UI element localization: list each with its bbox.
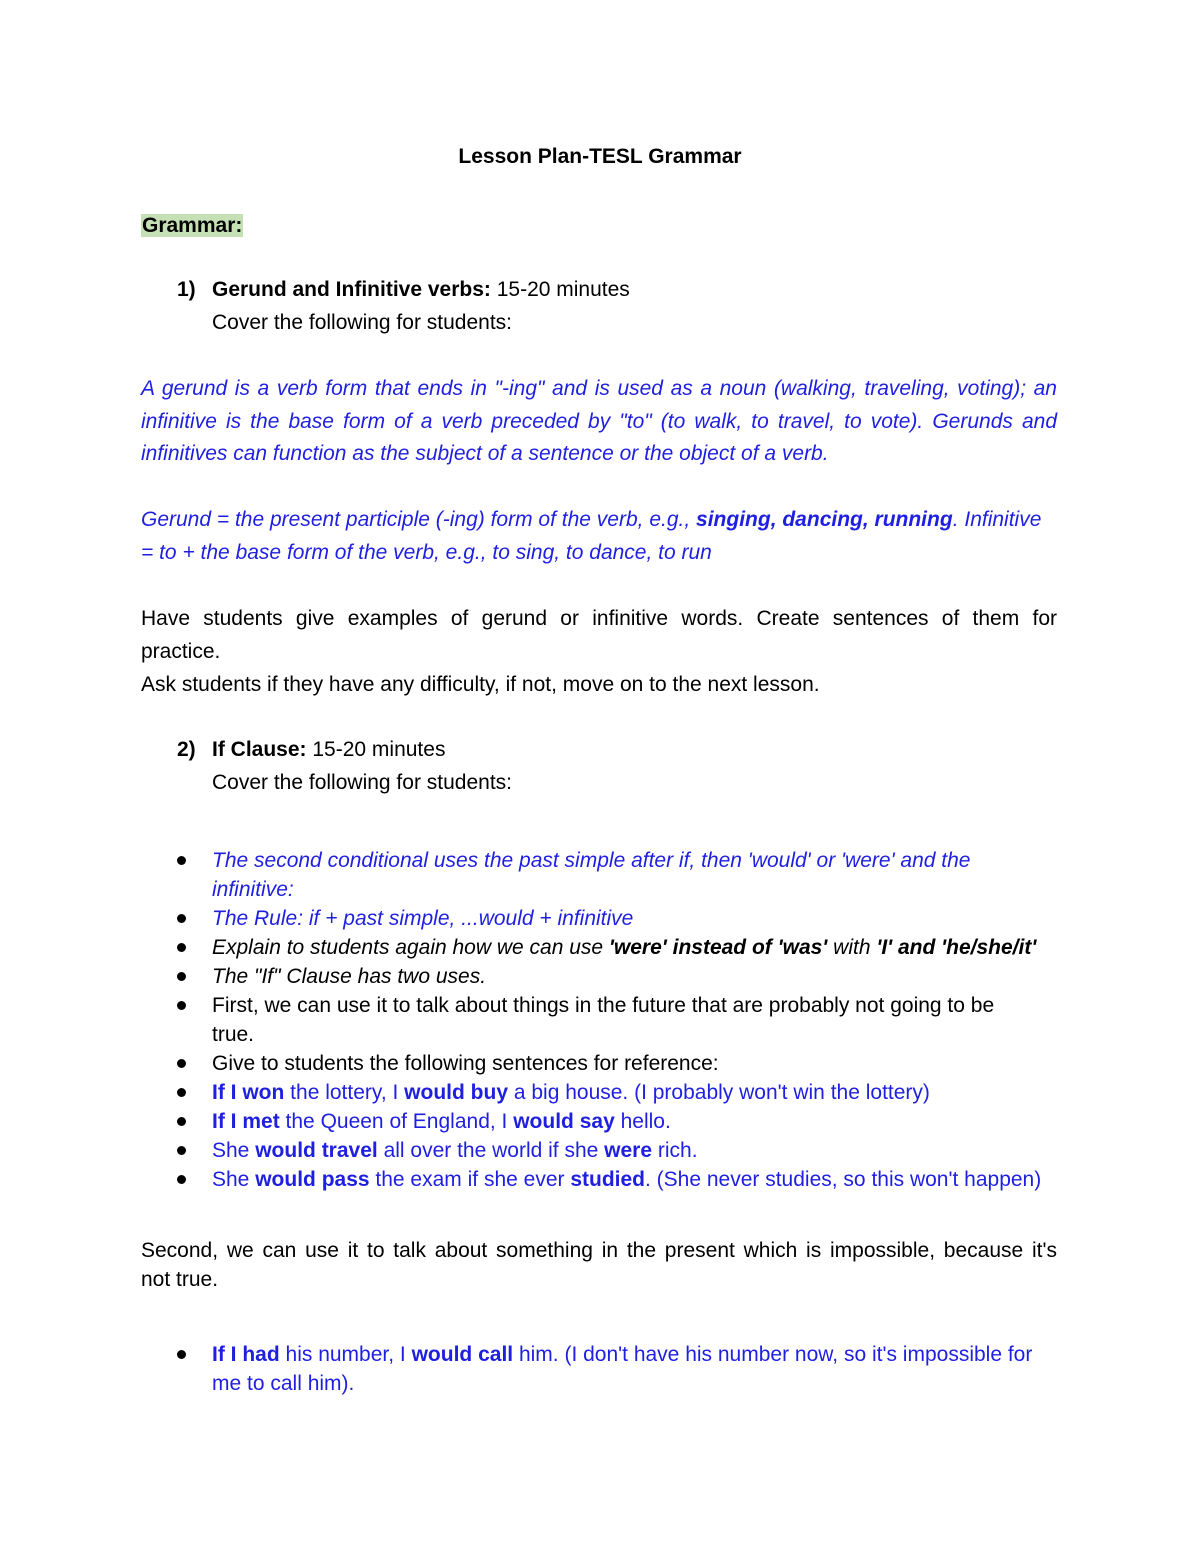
example-sentence — [212, 1137, 698, 1165]
section1-number: 1) — [177, 278, 196, 301]
example-text: him. (I don't have his number now, so it's impossible for — [513, 1343, 1033, 1366]
list-item: First, we can use it to talk about things in the future that are probably not going to be — [212, 994, 995, 1017]
list-item-continuation: true. — [212, 1023, 255, 1046]
list-item: The second conditional uses the past simple after if, then 'would' or 'were' and the — [212, 849, 971, 872]
bullet-dot — [177, 856, 186, 865]
bullet-dot — [177, 1088, 186, 1097]
list-item-emphasis: 'I' and 'he/she/it' — [876, 936, 1037, 959]
list-item: The Rule: if + past simple, ...would + infinitive — [212, 907, 634, 930]
example-sentence — [212, 1079, 930, 1107]
gerund-formula-line — [141, 506, 1057, 534]
section2-cover: Cover the following for students: — [212, 771, 512, 794]
bullet-dot — [177, 943, 186, 952]
bullet-dot — [177, 1117, 186, 1126]
infinitive-formula-line: = to + the base form of the verb, e.g., to sing, to dance, to run — [141, 541, 712, 564]
bullet-dot — [177, 1146, 186, 1155]
example-text: the exam if she ever — [369, 1168, 571, 1191]
example-emphasis: would pass — [255, 1168, 370, 1191]
bullet-dot — [177, 914, 186, 923]
list-item: The "If" Clause has two uses. — [212, 965, 487, 988]
bullet-dot — [177, 1350, 186, 1359]
example-emphasis: studied — [570, 1168, 645, 1191]
section2-number: 2) — [177, 738, 196, 761]
infinitive-label: . Infinitive — [952, 508, 1042, 531]
gerund-formula-text: Gerund = the present participle (-ing) form of the verb, e.g., — [141, 508, 697, 531]
example-text: a big house. (I probably won't win the lottery) — [508, 1081, 930, 1104]
example-text: his number, I — [279, 1343, 412, 1366]
practice-line: practice. — [141, 640, 221, 663]
example-sentence — [212, 1166, 1041, 1194]
section1-heading-line — [212, 276, 630, 304]
section2-duration: 15-20 minutes — [306, 738, 446, 761]
section1-cover: Cover the following for students: — [212, 311, 512, 334]
example-emphasis: had — [242, 1343, 280, 1366]
section1-duration: 15-20 minutes — [490, 278, 630, 301]
example-text: She — [212, 1139, 256, 1162]
grammar-label — [141, 212, 243, 240]
list-item-emphasis: 'were' instead of 'was' — [608, 936, 828, 959]
example-emphasis: met — [242, 1110, 280, 1133]
example-emphasis: would buy — [404, 1081, 508, 1104]
example-sentence — [212, 1341, 1032, 1369]
example-emphasis: would say — [513, 1110, 615, 1133]
example-sentence-continuation: me to call him). — [212, 1372, 355, 1395]
practice-line: Ask students if they have any difficulty, if not, move on to the next lesson. — [141, 673, 820, 696]
practice-line: Have students give examples of gerund or infinitive words. Create sentences of them for — [141, 607, 1057, 630]
bullet-dot — [177, 972, 186, 981]
example-emphasis: would travel — [255, 1139, 378, 1162]
second-use-line: not true. — [141, 1268, 219, 1291]
example-text: If I — [212, 1081, 243, 1104]
example-emphasis: would call — [411, 1343, 514, 1366]
example-sentence — [212, 1108, 671, 1136]
list-item-text: Explain to students again how we can use — [212, 936, 609, 959]
bullet-dot — [177, 1001, 186, 1010]
gerund-definition-line: infinitive is the base form of a verb preceded by "to" (to walk, to travel, to vote). Gerunds and — [141, 410, 1057, 433]
example-text: hello. — [614, 1110, 671, 1133]
example-text: the Queen of England, I — [279, 1110, 514, 1133]
example-text: all over the world if she — [377, 1139, 605, 1162]
second-use-line: Second, we can use it to talk about something in the present which is impossible, because it's — [141, 1239, 1057, 1262]
example-emphasis: were — [604, 1139, 653, 1162]
example-text: the lottery, I — [284, 1081, 405, 1104]
gerund-definition-line: A gerund is a verb form that ends in "-ing" and is used as a noun (walking, traveling, voting); an — [141, 377, 1057, 400]
example-text: . (She never studies, so this won't happen) — [645, 1168, 1042, 1191]
gerund-definition-line: infinitives can function as the subject of a sentence or the object of a verb. — [141, 442, 829, 465]
example-text: If I — [212, 1343, 243, 1366]
grammar-highlight: Grammar: — [142, 214, 243, 237]
bullet-dot — [177, 1175, 186, 1184]
list-item-text: with — [827, 936, 877, 959]
section2-heading-line — [212, 736, 445, 764]
list-item-continuation: infinitive: — [212, 878, 294, 901]
bullet-dot — [177, 1059, 186, 1068]
example-text: She — [212, 1168, 256, 1191]
page-title: Lesson Plan-TESL Grammar — [458, 145, 742, 168]
section2-heading: If Clause: — [212, 738, 307, 761]
gerund-examples: singing, dancing, running — [696, 508, 953, 531]
example-text: rich. — [652, 1139, 698, 1162]
example-text: If I — [212, 1110, 243, 1133]
list-item — [212, 934, 1036, 962]
list-item: Give to students the following sentences for reference: — [212, 1052, 719, 1075]
example-emphasis: won — [242, 1081, 285, 1104]
section1-heading: Gerund and Infinitive verbs: — [212, 278, 491, 301]
